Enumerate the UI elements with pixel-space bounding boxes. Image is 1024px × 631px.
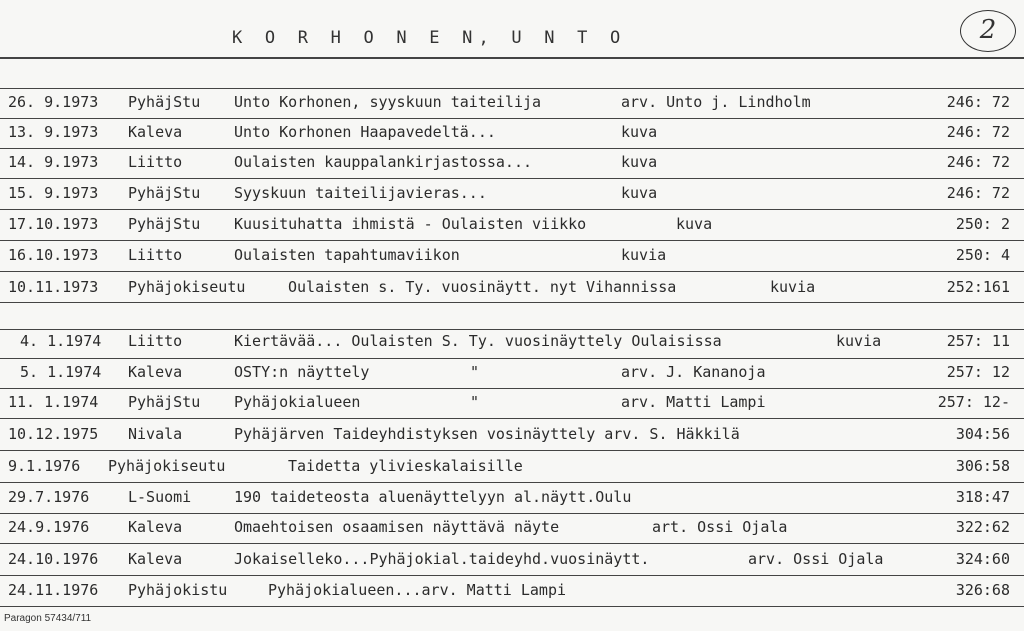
entry-newspaper: Kaleva: [128, 123, 183, 141]
header-divider-2: [0, 88, 1024, 89]
entry-row: [0, 550, 1024, 578]
entry-note: arv. Matti Lampi: [621, 393, 766, 411]
entry-row: [0, 153, 1024, 181]
entry-reference: 252:161: [946, 278, 1010, 296]
entry-date: 9.1.1976: [8, 457, 81, 475]
header-divider: [0, 57, 1024, 59]
entry-date: 5. 1.1974: [20, 363, 102, 381]
entry-note: kuva: [676, 215, 713, 233]
row-divider: [0, 329, 1024, 330]
entry-row: [0, 123, 1024, 151]
entry-row: [0, 363, 1024, 391]
entry-date: 11. 1.1974: [8, 393, 99, 411]
entry-note: kuvia: [770, 278, 816, 296]
entry-row: [0, 518, 1024, 546]
entry-date: 17.10.1973: [8, 215, 99, 233]
entry-newspaper: L-Suomi: [128, 488, 192, 506]
entry-reference: 306:58: [955, 457, 1010, 475]
entry-newspaper: Liitto: [128, 153, 183, 171]
entry-title: Pyhäjärven Taideyhdistyksen vosinäyttely arv. S. Häkkilä: [234, 425, 740, 443]
entry-title: 190 taideteosta aluenäyttelyyn al.näytt.Oulu: [234, 488, 632, 506]
entry-title: Kuusituhatta ihmistä - Oulaisten viikko: [234, 215, 587, 233]
entry-date: 4. 1.1974: [20, 332, 102, 350]
entry-newspaper: Nivala: [128, 425, 183, 443]
entry-reference: 257: 11: [946, 332, 1010, 350]
page-number-circle: 2: [960, 10, 1016, 52]
entry-note: kuva: [621, 153, 658, 171]
entry-row: [0, 215, 1024, 243]
entry-title: Unto Korhonen Haapavedeltä...: [234, 123, 496, 141]
entry-newspaper: PyhäjStu: [128, 393, 201, 411]
entry-note: arv. J. Kananoja: [621, 363, 766, 381]
entry-note: arv. Unto j. Lindholm: [621, 93, 811, 111]
entry-row: [0, 93, 1024, 121]
entry-newspaper: Kaleva: [128, 363, 183, 381]
entry-date: 14. 9.1973: [8, 153, 99, 171]
entry-title: Jokaiselleko...Pyhäjokial.taideyhd.vuosinäytt.: [234, 550, 650, 568]
entry-title: Oulaisten tapahtumaviikon: [234, 246, 460, 264]
entry-newspaper: Liitto: [128, 246, 183, 264]
entry-date: 15. 9.1973: [8, 184, 99, 202]
entry-date: 29.7.1976: [8, 488, 90, 506]
entry-title: Oulaisten kauppalankirjastossa...: [234, 153, 533, 171]
entry-title: Unto Korhonen, syyskuun taiteilija: [234, 93, 542, 111]
entry-title: Pyhäjokialueen: [234, 393, 361, 411]
entry-title: OSTY:n näyttely: [234, 363, 370, 381]
entry-row: [0, 246, 1024, 274]
entry-title: Pyhäjokialueen...arv. Matti Lampi: [268, 581, 567, 599]
entry-newspaper: PyhäjStu: [128, 93, 201, 111]
entry-newspaper: PyhäjStu: [128, 215, 201, 233]
entry-note: kuva: [621, 184, 658, 202]
entry-title: Oulaisten s. Ty. vuosinäytt. nyt Vihannissa: [288, 278, 677, 296]
entry-note: kuvia: [836, 332, 882, 350]
entry-newspaper: Liitto: [128, 332, 183, 350]
entry-date: 24.11.1976: [8, 581, 99, 599]
entry-row: [0, 488, 1024, 516]
entry-note: arv. Ossi Ojala: [748, 550, 884, 568]
entry-newspaper: PyhäjStu: [128, 184, 201, 202]
entry-date: 24.9.1976: [8, 518, 90, 536]
entry-row: [0, 425, 1024, 453]
entry-title: Omaehtoisen osaamisen näyttävä näyte: [234, 518, 560, 536]
entry-newspaper: Kaleva: [128, 518, 183, 536]
entry-title: Taidetta ylivieskalaisille: [288, 457, 523, 475]
entry-reference: 246: 72: [946, 93, 1010, 111]
entry-newspaper: Pyhäjokiseutu: [108, 457, 226, 475]
entry-reference: 324:60: [955, 550, 1010, 568]
entry-date: 10.12.1975: [8, 425, 99, 443]
entry-reference: 246: 72: [946, 123, 1010, 141]
entry-title: Kiertävää... Oulaisten S. Ty. vuosinäyttely Oulaisissa: [234, 332, 722, 350]
entry-note: art. Ossi Ojala: [652, 518, 788, 536]
entry-newspaper: Kaleva: [128, 550, 183, 568]
entry-date: 26. 9.1973: [8, 93, 99, 111]
entry-row: [0, 393, 1024, 421]
entry-title: Syyskuun taiteilijavieras...: [234, 184, 487, 202]
entry-row: [0, 278, 1024, 306]
entry-reference: 304:56: [955, 425, 1010, 443]
entry-newspaper: Pyhäjokiseutu: [128, 278, 246, 296]
card-title: K O R H O N E N, U N T O: [232, 28, 627, 48]
entry-reference: 257: 12-: [937, 393, 1010, 411]
entry-note: kuvia: [621, 246, 667, 264]
entry-reference: 246: 72: [946, 184, 1010, 202]
entry-row: [0, 457, 1024, 485]
entry-date: 24.10.1976: [8, 550, 99, 568]
print-code: Paragon 57434/711: [4, 613, 92, 624]
entry-date: 13. 9.1973: [8, 123, 99, 141]
entry-reference: 318:47: [955, 488, 1010, 506]
entry-reference: 257: 12: [946, 363, 1010, 381]
entry-date: 16.10.1973: [8, 246, 99, 264]
entry-ditto-mark: ": [470, 393, 480, 411]
entry-reference: 246: 72: [946, 153, 1010, 171]
entry-reference: 326:68: [955, 581, 1010, 599]
entry-row: [0, 184, 1024, 212]
entry-row: [0, 332, 1024, 360]
entry-date: 10.11.1973: [8, 278, 99, 296]
entry-reference: 322:62: [955, 518, 1010, 536]
entry-row: [0, 581, 1024, 609]
entry-ditto-mark: ": [470, 363, 480, 381]
entry-note: kuva: [621, 123, 658, 141]
entry-reference: 250: 2: [955, 215, 1010, 233]
entry-newspaper: Pyhäjokistu: [128, 581, 228, 599]
entry-reference: 250: 4: [955, 246, 1010, 264]
